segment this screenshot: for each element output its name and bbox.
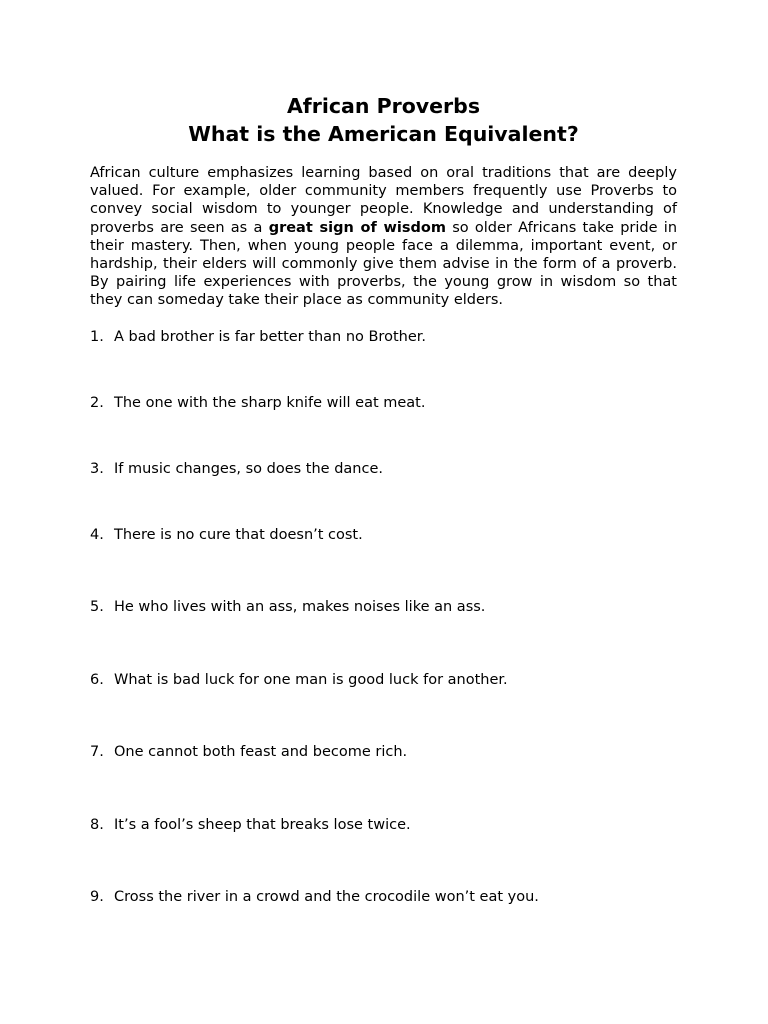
proverb-text: A bad brother is far better than no Brother. <box>114 329 426 345</box>
title-line-1: African Proverbs <box>286 94 481 118</box>
proverb-item <box>90 394 690 412</box>
proverb-item <box>90 460 690 478</box>
intro-text-start: African culture emphasizes learning based on oral traditions that are deeply valued. For example, older community members frequently use Proverbs to convey social wisdom to younger people. Knowledge and understanding of proverbs are seen as a <box>90 165 677 236</box>
proverb-item <box>90 328 690 346</box>
proverb-text: There is no cure that doesn’t cost. <box>114 527 363 543</box>
proverb-item <box>90 526 690 544</box>
intro-emphasis: great sign of wisdom <box>268 219 446 236</box>
proverb-number: 1. <box>90 329 104 345</box>
proverb-item <box>90 598 690 616</box>
title-line-2: What is the American Equivalent? <box>188 122 579 146</box>
proverb-text: One cannot both feast and become rich. <box>114 744 408 760</box>
proverb-item <box>90 671 690 689</box>
proverb-number: 3. <box>90 461 104 477</box>
proverb-item <box>90 816 690 834</box>
proverb-number: 5. <box>90 599 104 615</box>
proverb-number: 8. <box>90 817 104 833</box>
document-title <box>90 92 677 148</box>
proverb-number: 2. <box>90 395 104 411</box>
proverb-item <box>90 888 690 906</box>
proverb-item <box>90 743 690 761</box>
proverb-number: 6. <box>90 672 104 688</box>
proverb-text: If music changes, so does the dance. <box>114 461 383 477</box>
proverb-text: The one with the sharp knife will eat meat. <box>114 395 426 411</box>
proverb-number: 4. <box>90 527 104 543</box>
intro-paragraph <box>90 164 677 310</box>
intro-text-end: so older Africans take pride in their mastery. Then, when young people face a dilemma, important event, or hardship, their elders will commonly give them advise in the form of a proverb. By pairing life experiences with proverbs, the young grow in wisdom so that they can someday take their place as community elders. <box>90 219 678 309</box>
proverb-text: Cross the river in a crowd and the crocodile won’t eat you. <box>114 889 539 905</box>
proverb-number: 7. <box>90 744 104 760</box>
proverb-text: What is bad luck for one man is good luck for another. <box>114 672 508 688</box>
proverb-number: 9. <box>90 889 104 905</box>
proverb-text: He who lives with an ass, makes noises like an ass. <box>114 599 486 615</box>
proverb-text: It’s a fool’s sheep that breaks lose twice. <box>114 817 411 833</box>
